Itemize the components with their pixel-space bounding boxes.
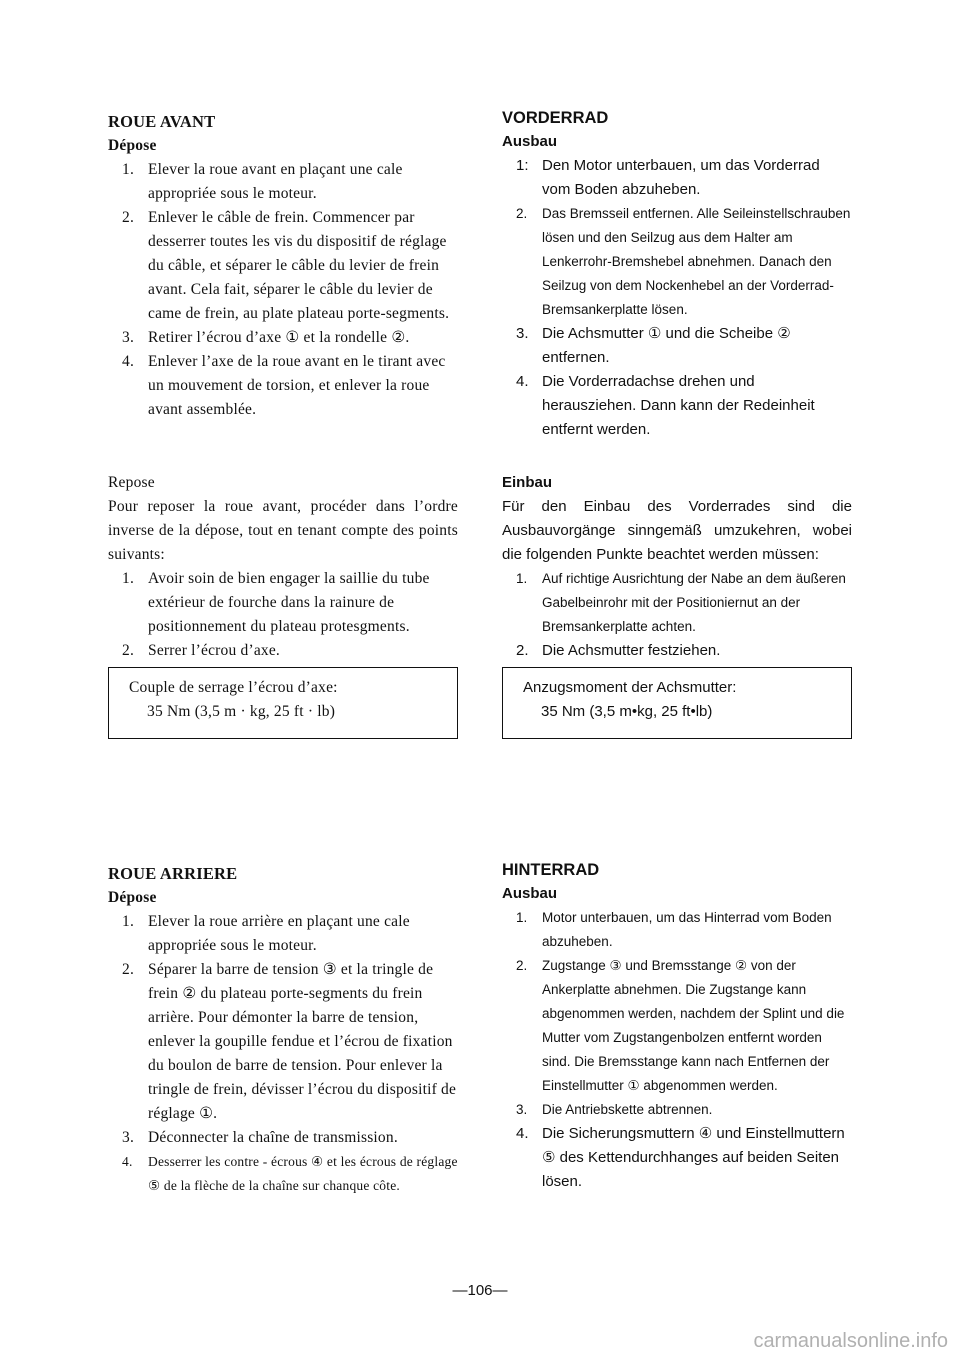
fr-front-install-list	[108, 567, 458, 663]
list-item	[502, 954, 852, 1098]
fr-front-install-heading: Repose	[108, 474, 155, 491]
list-item	[502, 1098, 852, 1122]
step-text: Die Achsmutter ① und die Scheibe ② entfernen.	[542, 325, 791, 366]
step-text: Das Bremsseil entfernen. Alle Seileinstellschrauben lösen und den Seilzug aus dem Halter am Lenkerrohr-Bremshebel abnehmen. Danach den Seilzug von dem Nockenhebel an der Vorderrad-Bremsankerplatte lösen.	[542, 206, 851, 317]
step-text: Motor unterbauen, um das Hinterrad vom Boden abzuheben.	[542, 910, 832, 949]
step-number: 1.	[122, 161, 135, 178]
step-text: Auf richtige Ausrichtung der Nabe an dem äußeren Gabelbeinrohr mit der Positioniernut an der Bremsankerplatte achten.	[542, 571, 846, 634]
list-item	[502, 370, 852, 442]
de-front-install-section	[502, 471, 852, 739]
step-text: Enlever le câble de frein. Commencer par desserrer toutes les vis du dispositif de réglage du câble, et séparer le câble du levier de frein avant. Cela fait, séparer le câble du levier de came de frein, au plate plateau porte-segments.	[148, 209, 450, 322]
step-text: Die Achsmutter festziehen.	[542, 642, 721, 659]
de-front-removal-list	[502, 154, 852, 442]
step-number: 4.	[122, 1154, 133, 1169]
list-item	[502, 906, 852, 954]
list-item	[502, 1122, 852, 1194]
fr-front-torque-spec-box	[108, 667, 458, 739]
list-item	[108, 350, 458, 422]
de-front-install-intro: Für den Einbau des Vorderrades sind die Ausbauvorgänge sinngemäß umzukehren, wobei die folgenden Punkte beachtet werden müssen:	[502, 498, 852, 563]
step-text: Die Vorderradachse drehen und herausziehen. Dann kann der Redeinheit entfernt werden.	[542, 373, 815, 438]
step-number: 3.	[516, 1102, 528, 1117]
step-number: 1:	[516, 157, 529, 174]
list-item	[108, 158, 458, 206]
de-front-torque-spec-box	[502, 667, 852, 739]
step-number: 2.	[122, 642, 135, 659]
fr-front-title: ROUE AVANT	[108, 112, 216, 131]
step-number: 1.	[122, 570, 135, 587]
step-text: Den Motor unterbauen, um das Vorderrad vom Boden abzuheben.	[542, 157, 820, 198]
spec-label: Anzugsmoment der Achsmutter:	[523, 679, 737, 696]
step-number: 4.	[516, 1125, 529, 1142]
step-number: 1.	[516, 571, 528, 586]
de-front-removal-heading: Ausbau	[502, 133, 558, 150]
list-item	[108, 567, 458, 639]
list-item	[502, 639, 852, 663]
step-number: 2.	[516, 206, 528, 221]
step-number: 2.	[122, 209, 135, 226]
list-item	[502, 322, 852, 370]
step-number: 3.	[122, 329, 135, 346]
fr-rear-removal-list	[108, 910, 458, 1198]
step-number: 3.	[122, 1129, 135, 1146]
fr-front-removal-list	[108, 158, 458, 422]
step-text: Elever la roue avant en plaçant une cale appropriée sous le moteur.	[148, 161, 403, 202]
spec-label: Couple de serrage l’écrou d’axe:	[129, 679, 338, 696]
step-number: 2.	[122, 961, 135, 978]
step-text: Déconnecter la chaîne de transmission.	[148, 1129, 398, 1146]
spec-value: 35 Nm (3,5 m · kg, 25 ft · lb)	[147, 703, 336, 720]
fr-front-install-intro: Pour reposer la roue avant, procéder dans l’ordre inverse de la dépose, tout en tenant compte des points suivants:	[108, 498, 458, 563]
de-rear-title: HINTERRAD	[502, 861, 600, 879]
de-front-section	[502, 106, 852, 442]
step-text: Serrer l’écrou d’axe.	[148, 642, 280, 659]
fr-front-install-section	[108, 471, 458, 739]
step-text: Elever la roue arrière en plaçant une cale appropriée sous le moteur.	[148, 913, 410, 954]
step-number: 1.	[516, 910, 528, 925]
step-text: Die Sicherungsmuttern ④ und Einstellmuttern ⑤ des Kettendurchhanges auf beiden Seiten lösen.	[542, 1125, 845, 1190]
page-number: —106—	[452, 1282, 508, 1299]
list-item	[108, 326, 458, 350]
step-text: Zugstange ③ und Bremsstange ② von der Ankerplatte abnehmen. Die Zugstange kann abgenommen werden, nachdem der Splint und die Mutter vom Zugstangenbolzen entfernt worden sind. Die Bremsstange kann nach Entfernen der Einstellmutter ① abgenommen werden.	[542, 958, 845, 1093]
footer-watermark: carmanualsonline.info	[753, 1330, 948, 1352]
de-front-install-list	[502, 567, 852, 663]
list-item	[108, 1126, 458, 1150]
step-text: Avoir soin de bien engager la saillie du tube extérieur de fourche dans la rainure de positionnement du plateau protesgments.	[148, 570, 430, 635]
fr-rear-removal-heading: Dépose	[108, 889, 157, 906]
de-rear-section	[502, 858, 852, 1194]
fr-rear-section	[108, 862, 458, 1198]
step-number: 3.	[516, 325, 529, 342]
step-text: Desserrer les contre - écrous ④ et les écrous de réglage ⑤ de la flèche de la chaîne sur chanque côte.	[148, 1154, 458, 1193]
step-number: 1.	[122, 913, 135, 930]
step-number: 4.	[122, 353, 135, 370]
list-item	[108, 958, 458, 1126]
fr-front-section	[108, 110, 458, 422]
step-number: 4.	[516, 373, 529, 390]
list-item	[108, 639, 458, 663]
fr-rear-title: ROUE ARRIERE	[108, 864, 238, 883]
list-item	[108, 1150, 458, 1198]
list-item	[502, 154, 852, 202]
step-number: 2.	[516, 642, 529, 659]
step-text: Retirer l’écrou d’axe ① et la rondelle ②.	[148, 329, 410, 346]
de-rear-removal-list	[502, 906, 852, 1194]
de-front-install-heading: Einbau	[502, 474, 553, 491]
list-item	[502, 202, 852, 322]
step-text: Die Antriebskette abtrennen.	[542, 1102, 713, 1117]
de-front-title: VORDERRAD	[502, 109, 609, 127]
fr-front-removal-heading: Dépose	[108, 137, 157, 154]
step-text: Enlever l’axe de la roue avant en le tirant avec un mouvement de torsion, et enlever la roue avant assemblée.	[148, 353, 446, 418]
step-number: 2.	[516, 958, 528, 973]
list-item	[108, 910, 458, 958]
list-item	[108, 206, 458, 326]
step-text: Séparer la barre de tension ③ et la tringle de frein ② du plateau porte-segments du frein arrière. Pour démonter la barre de tension, enlever la goupille fendue et l’écrou de fixation du boulon de barre de tension. Pour enlever la tringle de frein, dévisser l’écrou du dispositif de réglage ①.	[148, 961, 457, 1122]
de-rear-removal-heading: Ausbau	[502, 885, 558, 902]
spec-value: 35 Nm (3,5 m•kg, 25 ft•lb)	[541, 703, 713, 720]
list-item	[502, 567, 852, 639]
